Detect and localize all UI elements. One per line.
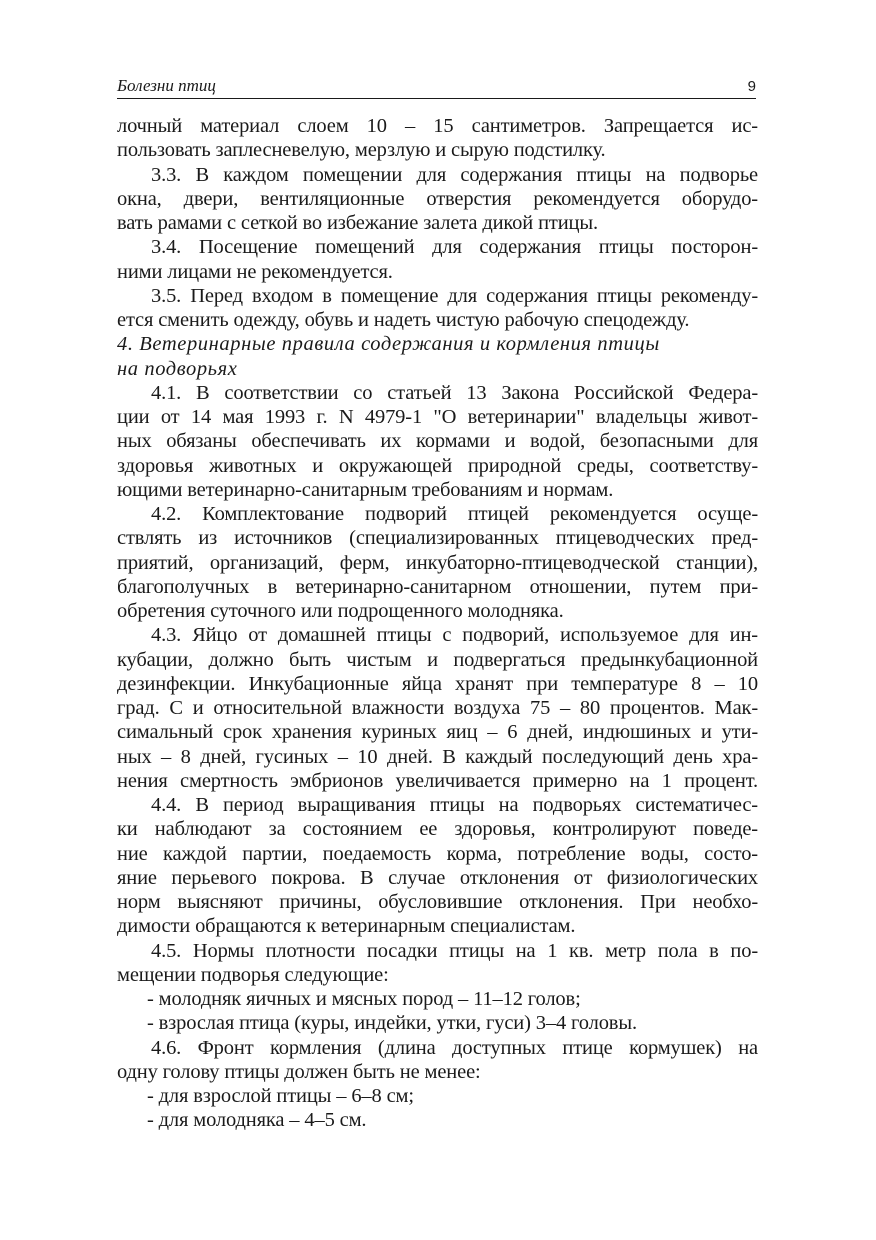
list-item: - молодняк яичных и мясных пород – 11–12 голов; — [147, 988, 581, 1010]
page-number: 9 — [747, 78, 756, 95]
text-line: 4.1. В соответствии со статьей 13 Закона Российской Федера- — [151, 381, 758, 404]
text-line: симальный срок хранения куриных яиц – 6 дней, индюшиных и ути- — [117, 721, 758, 744]
text-line: ними лицами не рекомендуется. — [117, 260, 393, 283]
text-line: 3.5. Перед входом в помещение для содержания птицы рекоменду- — [151, 284, 758, 307]
text-line: димости обращаются к ветеринарным специалистам. — [117, 915, 576, 938]
text-line: 3.3. В каждом помещении для содержания птицы на подворье — [151, 163, 758, 186]
text-line: дезинфекции. Инкубационные яйца хранят при температуре 8 – 10 — [117, 672, 758, 695]
text-line: пользовать заплесневелую, мерзлую и сырую подстилку. — [117, 139, 606, 162]
text-line: вать рамами с сеткой во избежание залета дикой птицы. — [117, 212, 598, 234]
text-line: одну голову птицы должен быть не менее: — [117, 1060, 481, 1083]
text-line: 4.6. Фронт кормления (длина доступных птице кормушек) на — [151, 1036, 758, 1059]
text-line: здоровья животных и окружающей природной среды, соответству- — [117, 454, 758, 477]
list-item: - для молодняка – 4–5 см. — [147, 1109, 367, 1132]
text-line: ствлять из источников (специализированных птицеводческих пред- — [117, 527, 758, 550]
text-line: ции от 14 мая 1993 г. N 4979-1 "О ветеринарии" владельцы живот- — [117, 406, 758, 428]
text-line: 4.5. Нормы плотности посадки птицы на 1 кв. метр пола в по- — [151, 939, 758, 962]
text-line: норм выясняют причины, обусловившие отклонения. При необхо- — [117, 891, 758, 913]
text-line: приятий, организаций, ферм, инкубаторно-птицеводческой станции), — [117, 551, 758, 574]
text-line: ние каждой партии, поедаемость корма, потребление воды, состо- — [117, 842, 758, 865]
text-line: 4.4. В период выращивания птицы на подворьях систематичес- — [151, 794, 758, 816]
list-item: - взрослая птица (куры, индейки, утки, гуси) 3–4 головы. — [147, 1012, 637, 1035]
section-heading: 4. Ветеринарные правила содержания и кормления птицы — [117, 333, 660, 356]
text-line: град. С и относительной влажности воздуха 75 – 80 процентов. Мак- — [117, 697, 758, 719]
running-header — [117, 76, 756, 99]
running-header-title: Болезни птиц — [117, 76, 216, 95]
text-line: лочный материал слоем 10 – 15 сантиметров. Запрещается ис- — [117, 115, 758, 137]
text-line: нения смертность эмбрионов увеличивается примерно на 1 процент. — [117, 769, 758, 792]
text-line: ющими ветеринарно-санитарным требованиям и нормам. — [117, 478, 614, 501]
list-item: - для взрослой птицы – 6–8 см; — [147, 1085, 414, 1107]
text-line: окна, двери, вентиляционные отверстия рекомендуется оборудо- — [117, 187, 758, 210]
text-line: обретения суточного или подрощенного молодняка. — [117, 600, 564, 622]
text-line: 4.2. Комплектование подворий птицей рекомендуется осуще- — [151, 503, 758, 525]
text-line: кубации, должно быть чистым и подвергаться предынкубационной — [117, 648, 758, 671]
text-line: 4.3. Яйцо от домашней птицы с подворий, используемое для ин- — [151, 624, 758, 647]
section-heading: на подворьях — [117, 357, 238, 380]
text-line: ных – 8 дней, гусиных – 10 дней. В каждый последующий день хра- — [117, 745, 758, 768]
text-line: ки наблюдают за состоянием ее здоровья, контролируют поведе- — [117, 818, 758, 841]
text-line: яние перьевого покрова. В случае отклонения от физиологических — [117, 866, 758, 889]
text-line: ется сменить одежду, обувь и надеть чистую рабочую спецодежду. — [117, 309, 690, 331]
text-line: ных обязаны обеспечивать их кормами и водой, безопасными для — [117, 430, 758, 453]
text-line: 3.4. Посещение помещений для содержания птицы посторон- — [151, 236, 758, 259]
text-line: мещении подворья следующие: — [117, 963, 389, 986]
page-body — [117, 114, 758, 1133]
text-line: благополучных в ветеринарно-санитарном отношении, путем при- — [117, 575, 758, 598]
